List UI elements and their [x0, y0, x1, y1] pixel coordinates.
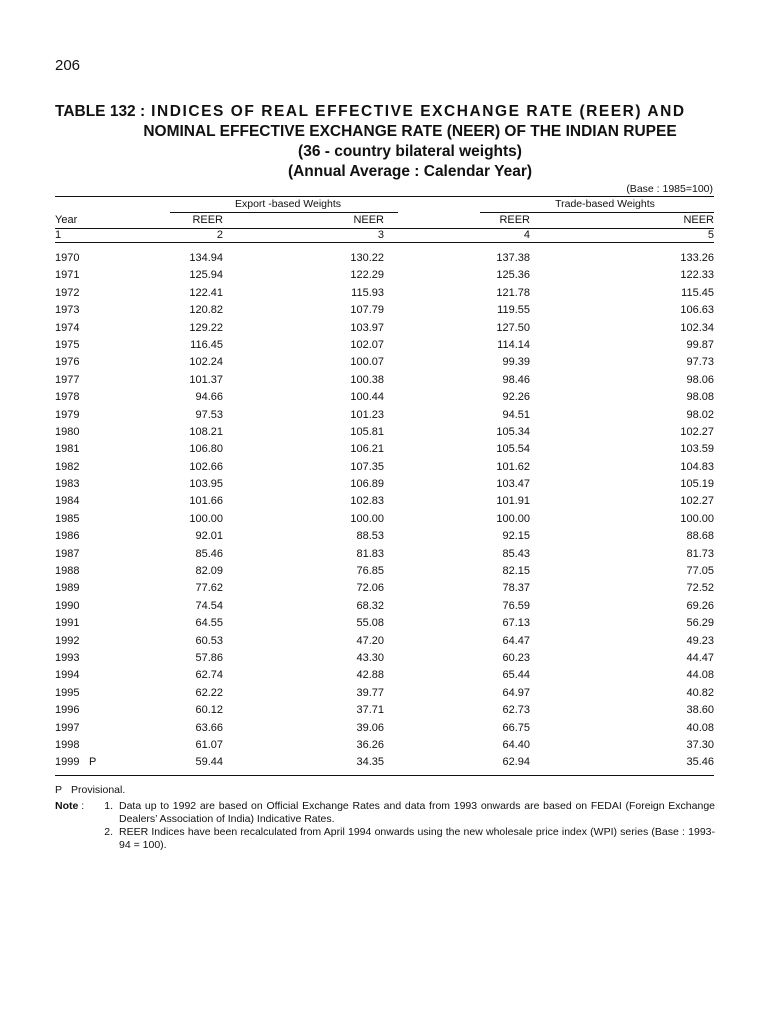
export-neer-cell: 102.07	[350, 338, 384, 351]
trade-neer-cell: 105.19	[680, 478, 714, 491]
year-cell	[55, 443, 89, 455]
table-row	[55, 597, 714, 614]
table-row	[55, 562, 714, 579]
title-line-3: (36 - country bilateral weights)	[298, 143, 522, 160]
table-row	[55, 336, 714, 353]
export-reer-cell: 74.54	[195, 599, 223, 612]
trade-reer-cell: 100.00	[496, 512, 530, 525]
col-header-export-neer: NEER	[353, 214, 384, 226]
year-cell	[55, 495, 89, 507]
year-value: 1971	[55, 269, 80, 282]
year-value: 1982	[55, 460, 80, 473]
export-reer-cell: 85.46	[195, 547, 223, 560]
export-neer-cell: 42.88	[356, 669, 384, 682]
year-value: 1974	[55, 321, 80, 334]
export-reer-cell: 102.24	[189, 356, 223, 369]
export-reer-cell: 103.95	[189, 478, 223, 491]
export-reer-cell: 59.44	[195, 756, 223, 769]
export-neer-cell: 101.23	[350, 408, 384, 421]
trade-neer-cell: 98.06	[686, 373, 714, 386]
year-cell	[55, 374, 89, 386]
table-row	[55, 284, 714, 301]
title-line-4: (Annual Average : Calendar Year)	[287, 163, 533, 180]
group-trade-weights: Trade-based Weights	[555, 198, 655, 210]
trade-reer-cell: 101.62	[496, 460, 530, 473]
trade-reer-cell: 94.51	[502, 408, 530, 421]
trade-reer-cell: 103.47	[496, 478, 530, 491]
year-value: 1983	[55, 478, 80, 491]
trade-reer-cell: 85.43	[502, 547, 530, 560]
trade-neer-cell: 44.08	[686, 669, 714, 682]
col-header-trade-neer: NEER	[683, 214, 714, 226]
table-title	[55, 101, 715, 182]
table-row	[55, 701, 714, 718]
year-value: 1985	[55, 512, 80, 525]
table-row	[55, 440, 714, 457]
note-label: Note	[55, 800, 79, 812]
year-cell	[55, 339, 89, 351]
trade-neer-cell: 104.83	[680, 460, 714, 473]
year-cell	[55, 600, 89, 612]
trade-reer-cell: 76.59	[502, 599, 530, 612]
export-reer-cell: 106.80	[189, 443, 223, 456]
trade-reer-cell: 105.54	[496, 443, 530, 456]
trade-neer-cell: 98.08	[686, 391, 714, 404]
table-row	[55, 319, 714, 336]
export-neer-cell: 102.83	[350, 495, 384, 508]
table-row	[55, 614, 714, 631]
export-neer-cell: 37.71	[356, 704, 384, 717]
trade-neer-cell: 69.26	[686, 599, 714, 612]
year-cell	[55, 530, 89, 542]
export-reer-cell: 62.74	[195, 669, 223, 682]
export-reer-cell: 64.55	[195, 617, 223, 630]
export-reer-cell: 116.45	[190, 338, 223, 351]
trade-reer-cell: 67.13	[502, 617, 530, 630]
year-value: 1993	[55, 651, 80, 664]
export-neer-cell: 107.79	[350, 304, 384, 317]
year-value: 1995	[55, 686, 80, 699]
trade-reer-cell: 60.23	[502, 651, 530, 664]
trade-neer-cell: 88.68	[686, 530, 714, 543]
export-reer-cell: 82.09	[195, 565, 223, 578]
export-reer-cell: 101.66	[189, 495, 223, 508]
column-header-row	[55, 212, 714, 228]
title-line-1	[55, 101, 715, 122]
year-cell	[55, 287, 89, 299]
export-neer-cell: 68.32	[356, 599, 384, 612]
table-row	[55, 510, 714, 527]
trade-reer-cell: 62.73	[502, 704, 530, 717]
year-value: 1973	[55, 304, 80, 317]
year-value: 1992	[55, 634, 80, 647]
year-cell	[55, 756, 96, 768]
year-value: 1991	[55, 617, 80, 630]
year-cell	[55, 356, 89, 368]
col-number-2: 2	[216, 229, 223, 241]
trade-neer-cell: 72.52	[686, 582, 714, 595]
export-neer-cell: 106.21	[350, 443, 384, 456]
trade-reer-cell: 64.40	[502, 738, 530, 751]
year-value: 1996	[55, 704, 80, 717]
export-neer-cell: 34.35	[356, 756, 384, 769]
trade-neer-cell: 103.59	[680, 443, 714, 456]
export-neer-cell: 103.97	[350, 321, 384, 334]
table-row	[55, 371, 714, 388]
col-header-year: Year	[55, 214, 78, 226]
year-value: 1990	[55, 599, 80, 612]
export-reer-cell: 97.53	[195, 408, 223, 421]
trade-neer-cell: 49.23	[686, 634, 714, 647]
year-value: 1970	[55, 252, 80, 264]
export-neer-cell: 55.08	[356, 617, 384, 630]
year-flag: P	[89, 756, 97, 769]
year-cell	[55, 391, 89, 403]
table-row	[55, 579, 714, 596]
trade-neer-cell: 44.47	[686, 651, 714, 664]
trade-reer-cell: 137.38	[496, 252, 530, 264]
export-reer-cell: 129.22	[189, 321, 223, 334]
table-row	[55, 632, 714, 649]
export-neer-cell: 47.20	[356, 634, 384, 647]
page-number: 206	[55, 57, 81, 74]
export-neer-cell: 106.89	[350, 478, 384, 491]
year-cell	[55, 252, 89, 264]
data-table	[55, 196, 714, 776]
year-cell	[55, 617, 89, 629]
trade-neer-cell: 102.27	[680, 425, 714, 438]
table-row	[55, 266, 714, 283]
export-reer-cell: 77.62	[195, 582, 223, 595]
year-value: 1975	[55, 338, 80, 351]
export-reer-cell: 94.66	[195, 391, 223, 404]
trade-reer-cell: 92.15	[502, 530, 530, 543]
table-row	[55, 492, 714, 509]
table-row	[55, 736, 714, 753]
export-reer-cell: 125.94	[189, 269, 223, 282]
trade-reer-cell: 101.91	[496, 495, 530, 508]
trade-neer-cell: 40.82	[686, 686, 714, 699]
trade-neer-cell: 102.34	[680, 321, 714, 334]
export-neer-cell: 100.44	[350, 391, 384, 404]
year-value: 1980	[55, 425, 80, 438]
trade-reer-cell: 99.39	[502, 356, 530, 369]
export-reer-cell: 108.21	[189, 425, 223, 438]
trade-reer-cell: 92.26	[502, 391, 530, 404]
trade-reer-cell: 64.97	[502, 686, 530, 699]
trade-neer-cell: 122.33	[680, 269, 714, 282]
table-row	[55, 649, 714, 666]
year-cell	[55, 269, 89, 281]
year-cell	[55, 582, 89, 594]
year-value: 1987	[55, 547, 80, 560]
export-neer-cell: 115.93	[351, 286, 384, 299]
provisional-text: Provisional.	[71, 784, 126, 796]
trade-reer-cell: 82.15	[502, 565, 530, 578]
table-row	[55, 753, 714, 770]
year-cell	[55, 478, 89, 490]
trade-neer-cell: 133.26	[680, 252, 714, 264]
year-value: 1999	[55, 756, 80, 769]
note-1-text: Data up to 1992 are based on Official Exchange Rates and data from 1993 onwards are based on FEDAI (Foreign Exchange Dealers’ Association of India) Indicative Rates.	[119, 800, 715, 825]
trade-neer-cell: 97.73	[686, 356, 714, 369]
export-reer-cell: 62.22	[195, 686, 223, 699]
col-number-5: 5	[707, 229, 714, 241]
year-cell	[55, 669, 89, 681]
trade-reer-cell: 62.94	[502, 756, 530, 769]
year-cell	[55, 513, 89, 525]
export-neer-cell: 105.81	[350, 425, 384, 438]
table-row	[55, 301, 714, 318]
year-cell	[55, 565, 89, 577]
year-cell	[55, 461, 89, 473]
year-value: 1986	[55, 530, 80, 543]
col-header-trade-reer: REER	[499, 214, 530, 226]
year-value: 1978	[55, 391, 80, 404]
export-reer-cell: 61.07	[195, 738, 223, 751]
year-cell	[55, 687, 89, 699]
export-reer-cell: 60.12	[195, 704, 223, 717]
export-reer-cell: 134.94	[189, 252, 223, 264]
export-reer-cell: 57.86	[195, 651, 223, 664]
title-line-2: NOMINAL EFFECTIVE EXCHANGE RATE (NEER) OF THE INDIAN RUPEE	[143, 123, 677, 140]
table-row	[55, 388, 714, 405]
year-value: 1989	[55, 582, 80, 595]
export-neer-cell: 81.83	[356, 547, 384, 560]
export-reer-cell: 122.41	[189, 286, 223, 299]
trade-neer-cell: 38.60	[686, 704, 714, 717]
year-cell	[55, 548, 89, 560]
year-value: 1994	[55, 669, 80, 682]
export-reer-cell: 120.82	[189, 304, 223, 317]
export-neer-cell: 39.06	[356, 721, 384, 734]
note-1-number: 1.	[104, 800, 113, 812]
table-row	[55, 666, 714, 683]
table-row	[55, 527, 714, 544]
export-neer-cell: 122.29	[350, 269, 384, 282]
provisional-tag: P	[55, 784, 63, 796]
year-cell	[55, 426, 89, 438]
trade-reer-cell: 98.46	[502, 373, 530, 386]
trade-neer-cell: 99.87	[686, 338, 714, 351]
export-reer-cell: 102.66	[189, 460, 223, 473]
table-row	[55, 458, 714, 475]
year-value: 1998	[55, 738, 80, 751]
trade-neer-cell: 37.30	[686, 738, 714, 751]
group-header-row	[55, 197, 714, 212]
base-note: (Base : 1985=100)	[626, 183, 713, 195]
export-neer-cell: 100.07	[350, 356, 384, 369]
export-neer-cell: 88.53	[356, 530, 384, 543]
export-reer-cell: 63.66	[195, 721, 223, 734]
title-text-1: INDICES OF REAL EFFECTIVE EXCHANGE RATE (REER) AND	[151, 103, 686, 120]
trade-reer-cell: 78.37	[502, 582, 530, 595]
export-neer-cell: 72.06	[356, 582, 384, 595]
trade-reer-cell: 65.44	[502, 669, 530, 682]
year-value: 1972	[55, 286, 80, 299]
export-neer-cell: 100.38	[350, 373, 384, 386]
export-reer-cell: 60.53	[195, 634, 223, 647]
trade-neer-cell: 40.08	[686, 721, 714, 734]
trade-reer-cell: 119.55	[497, 304, 530, 317]
year-cell	[55, 409, 89, 421]
year-cell	[55, 635, 89, 647]
year-cell	[55, 704, 89, 716]
year-value: 1977	[55, 373, 80, 386]
export-neer-cell: 100.00	[350, 512, 384, 525]
column-number-row	[55, 229, 714, 245]
year-cell	[55, 652, 89, 664]
trade-reer-cell: 66.75	[502, 721, 530, 734]
export-reer-cell: 101.37	[189, 373, 223, 386]
table-row	[55, 719, 714, 736]
trade-neer-cell: 77.05	[686, 565, 714, 578]
col-number-3: 3	[377, 229, 384, 241]
table-row	[55, 475, 714, 492]
year-cell	[55, 722, 89, 734]
trade-reer-cell: 125.36	[496, 269, 530, 282]
note-2	[55, 826, 715, 852]
export-neer-cell: 107.35	[350, 460, 384, 473]
year-value: 1988	[55, 565, 80, 578]
year-value: 1979	[55, 408, 80, 421]
trade-neer-cell: 115.45	[681, 286, 714, 299]
year-value: 1976	[55, 356, 80, 369]
col-number-4: 4	[523, 229, 530, 241]
table-row	[55, 545, 714, 562]
table-row	[55, 423, 714, 440]
trade-neer-cell: 56.29	[686, 617, 714, 630]
export-neer-cell: 39.77	[356, 686, 384, 699]
table-bottom-rule	[55, 775, 714, 776]
export-neer-cell: 130.22	[350, 252, 384, 264]
note-colon: :	[81, 800, 85, 812]
trade-neer-cell: 106.63	[680, 304, 714, 317]
export-reer-cell: 92.01	[195, 530, 223, 543]
table-row	[55, 684, 714, 701]
trade-reer-cell: 105.34	[496, 425, 530, 438]
trade-reer-cell: 114.14	[497, 338, 530, 351]
table-row	[55, 406, 714, 423]
year-value: 1981	[55, 443, 80, 456]
footnotes	[55, 784, 715, 852]
col-number-1: 1	[55, 229, 62, 241]
year-value: 1997	[55, 721, 80, 734]
table-body	[55, 243, 714, 775]
trade-neer-cell: 81.73	[686, 547, 714, 560]
year-cell	[55, 739, 89, 751]
trade-neer-cell: 102.27	[680, 495, 714, 508]
note-2-number: 2.	[104, 826, 113, 838]
provisional-footnote	[55, 784, 715, 797]
table-row	[55, 249, 714, 266]
trade-reer-cell: 121.78	[496, 286, 530, 299]
trade-reer-cell: 64.47	[502, 634, 530, 647]
trade-neer-cell: 35.46	[686, 756, 714, 769]
note-2-text: REER Indices have been recalculated from April 1994 onwards using the new wholesale price index (WPI) series (Base : 1993-94 = 100).	[119, 826, 715, 851]
trade-neer-cell: 100.00	[680, 512, 714, 525]
year-cell	[55, 304, 89, 316]
table-label: TABLE 132 :	[55, 103, 146, 120]
export-neer-cell: 36.26	[356, 738, 384, 751]
trade-reer-cell: 127.50	[496, 321, 530, 334]
year-value: 1984	[55, 495, 80, 508]
col-header-export-reer: REER	[192, 214, 223, 226]
table-row	[55, 353, 714, 370]
trade-neer-cell: 98.02	[686, 408, 714, 421]
export-neer-cell: 76.85	[356, 565, 384, 578]
group-export-weights: Export -based Weights	[234, 198, 342, 210]
year-cell	[55, 322, 89, 334]
note-1	[55, 800, 715, 826]
export-reer-cell: 100.00	[189, 512, 223, 525]
export-neer-cell: 43.30	[356, 651, 384, 664]
